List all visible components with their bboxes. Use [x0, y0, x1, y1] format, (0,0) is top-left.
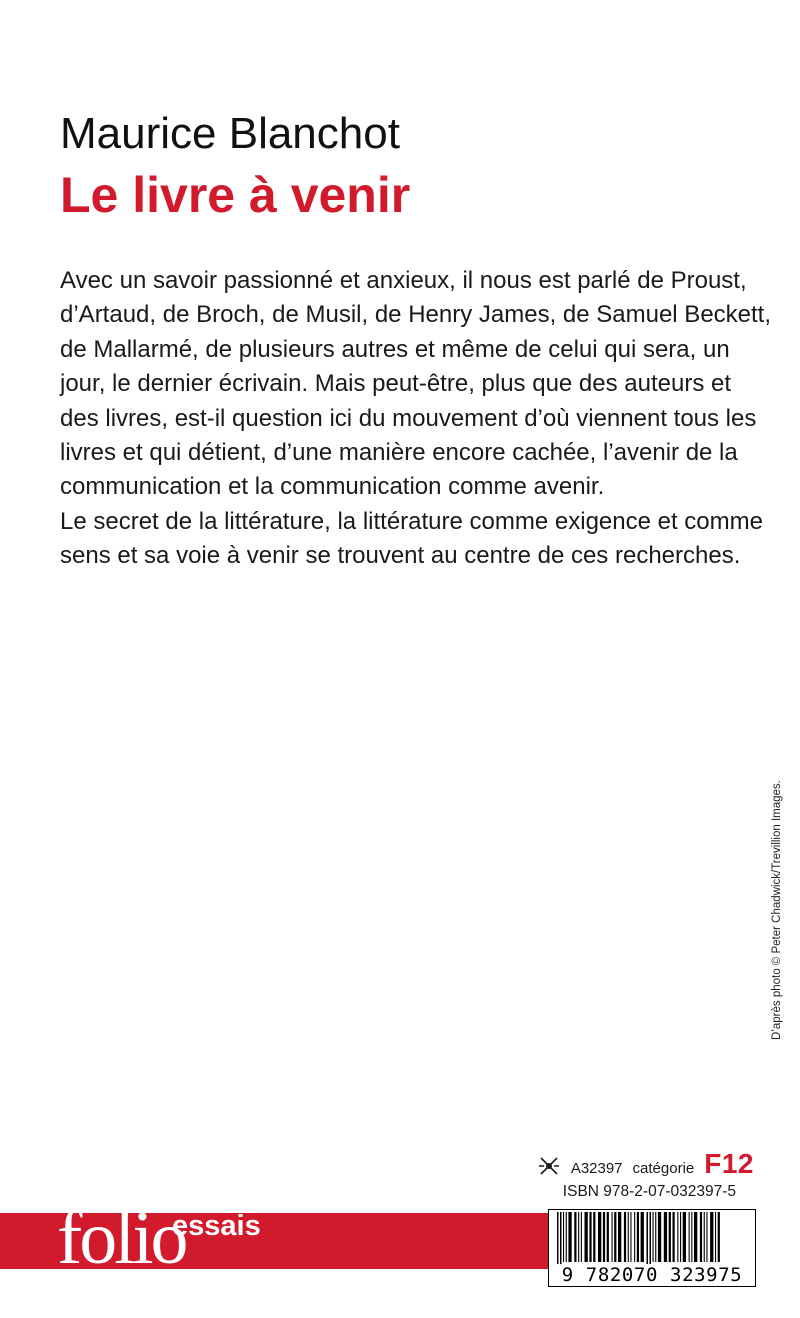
barcode-bar [637, 1212, 639, 1262]
category-code: F12 [704, 1148, 754, 1179]
blurb-line: de Mallarmé, de plusieurs autres et même de celui qui sera, un [60, 335, 730, 363]
barcode-bar [710, 1212, 713, 1262]
barcode-bar [694, 1212, 697, 1262]
reference-code: A32397 [570, 1160, 623, 1177]
barcode-bar [574, 1212, 576, 1262]
barcode-bar [680, 1212, 681, 1262]
essais-label: essais [172, 1210, 261, 1242]
blurb-text [60, 264, 772, 574]
book-title: Le livre à venir [60, 167, 411, 223]
barcode-bar [641, 1212, 644, 1262]
barcode-bar [612, 1212, 613, 1262]
barcode-bar [581, 1212, 582, 1262]
barcode-bar [624, 1212, 626, 1262]
blurb-line: des livres, est-il question ici du mouvement d’où viennent tous les [60, 404, 757, 432]
barcode-bar [560, 1212, 562, 1268]
category-label: catégorie [632, 1160, 695, 1177]
barcode-bar [658, 1212, 661, 1262]
blurb-line: Le secret de la littérature, la littérature comme exigence et comme [60, 507, 763, 535]
blurb-line: d’Artaud, de Broch, de Musil, de Henry James, de Samuel Beckett, [60, 301, 772, 329]
barcode-bar [650, 1212, 652, 1268]
barcode-bar [700, 1212, 702, 1262]
barcode-bar [593, 1212, 595, 1262]
reference-row [537, 1148, 754, 1180]
isbn-text: ISBN 978-2-07-032397-5 [562, 1183, 736, 1200]
barcode-bar [585, 1212, 588, 1262]
barcode-bar [689, 1212, 690, 1262]
barcode [548, 1209, 756, 1287]
barcode-bar [578, 1212, 579, 1262]
barcode-bar [634, 1212, 635, 1262]
barcode-bar [607, 1212, 609, 1262]
blurb-line: livres et qui détient, d’une manière encore cachée, l’avenir de la [60, 439, 738, 467]
gallimard-logo-icon [537, 1155, 561, 1177]
barcode-bar [683, 1212, 686, 1262]
barcode-bar [664, 1212, 667, 1262]
barcode-bar [673, 1212, 675, 1262]
folio-logo: folio [57, 1196, 186, 1280]
barcode-bar [618, 1212, 621, 1262]
author-name: Maurice Blanchot [60, 109, 400, 158]
barcode-bar [630, 1212, 631, 1262]
barcode-bar [704, 1212, 705, 1262]
blurb-line: Avec un savoir passionné et anxieux, il nous est parlé de Proust, [60, 267, 747, 294]
barcode-bar [691, 1212, 692, 1262]
photo-credit: D’après photo © Peter Chadwick/Trevillion Images. [771, 780, 783, 1040]
blurb-line: sens et sa voie à venir se trouvent au centre de ces recherches. [60, 542, 741, 570]
barcode-bar [706, 1212, 707, 1262]
barcode-bar [653, 1212, 654, 1262]
barcode-bar [628, 1212, 629, 1262]
barcode-bar [566, 1212, 567, 1262]
barcode-digits: 9 782070 323975 [549, 1264, 755, 1286]
barcode-bar [557, 1212, 559, 1268]
barcode-bar [614, 1212, 616, 1262]
barcode-bar [655, 1212, 656, 1262]
barcode-bar [718, 1212, 720, 1262]
barcode-bar [677, 1212, 678, 1262]
barcode-bar [568, 1212, 571, 1262]
barcode-bar [647, 1212, 649, 1268]
barcode-bar [598, 1212, 601, 1262]
barcode-bar [603, 1212, 605, 1262]
barcode-bar [715, 1212, 716, 1262]
barcode-bar [669, 1212, 671, 1262]
barcode-bar [563, 1212, 564, 1262]
barcode-bar [589, 1212, 591, 1262]
blurb-line: jour, le dernier écrivain. Mais peut-être, plus que des auteurs et [60, 370, 732, 398]
blurb-line: communication et la communication comme avenir. [60, 473, 605, 501]
barcode-bars [549, 1210, 755, 1268]
